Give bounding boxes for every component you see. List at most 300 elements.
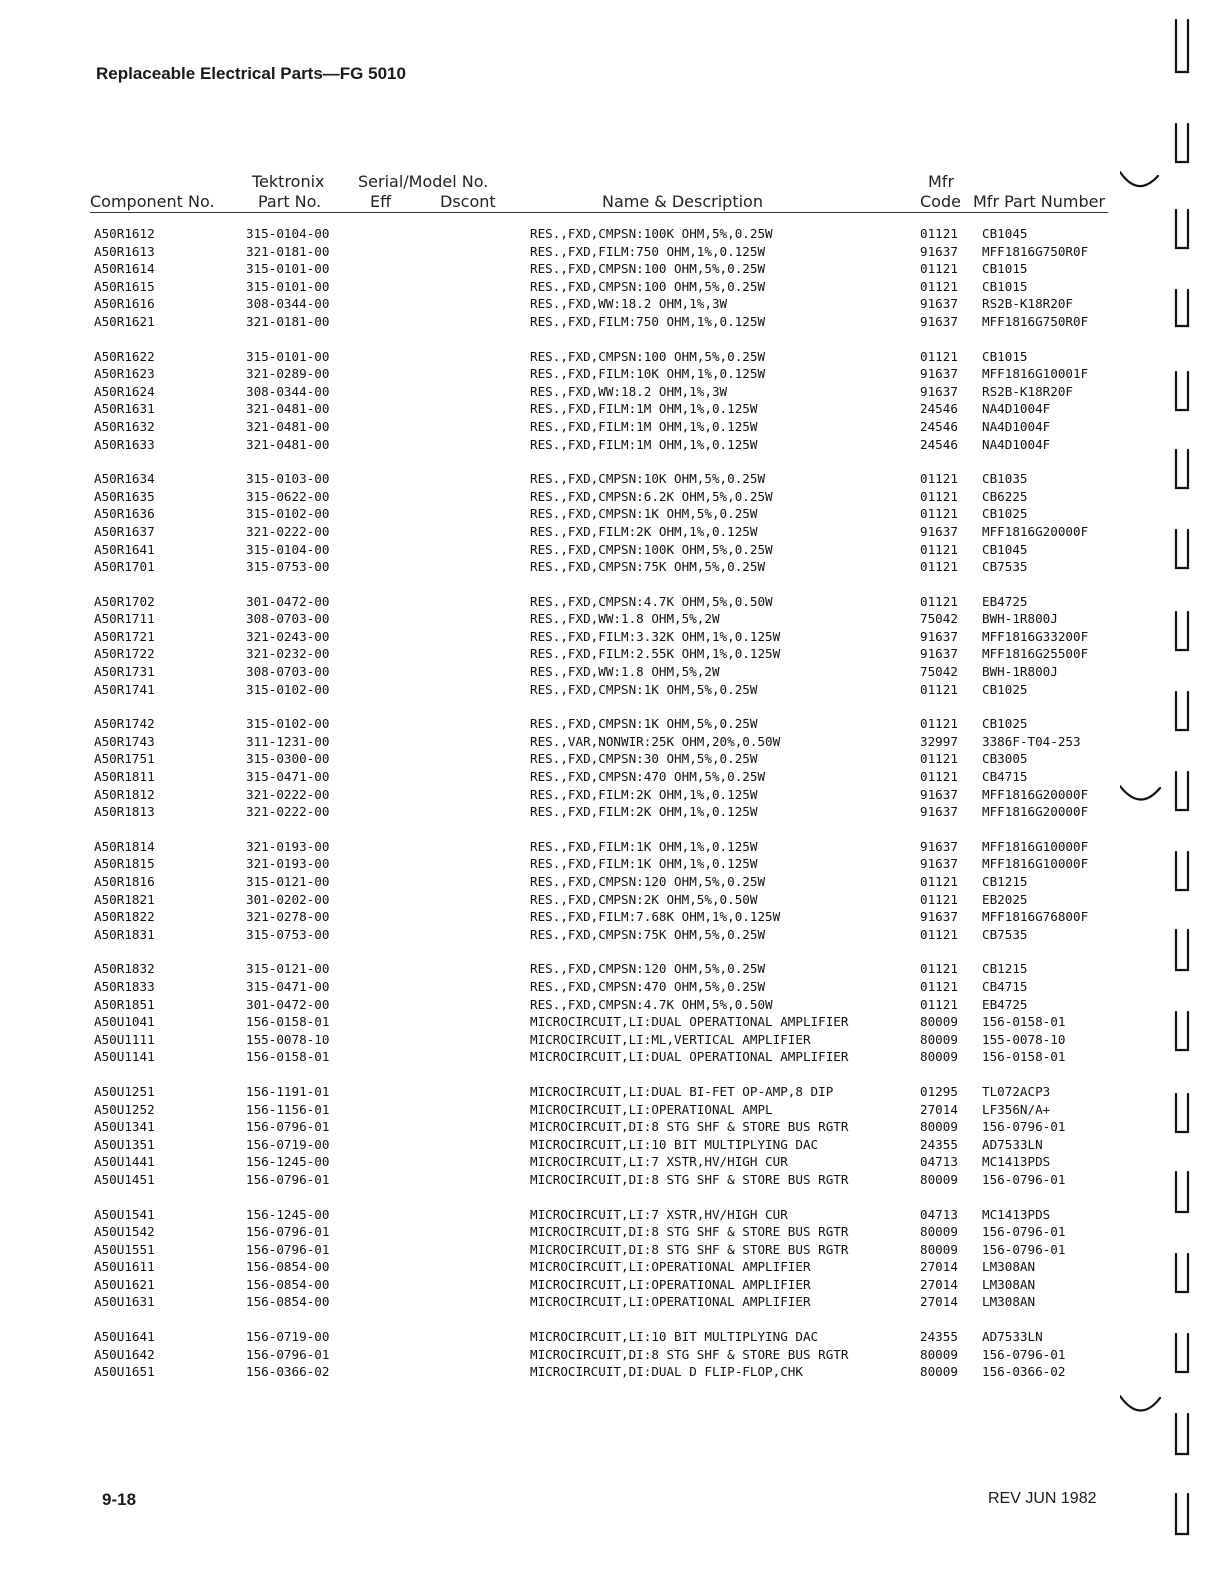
mfr-code: 24546 xyxy=(920,418,958,434)
name-description: RES.,FXD,FILM:1K OHM,1%,0.125W xyxy=(530,856,758,872)
component-no: A50R1641 xyxy=(94,541,155,557)
parts-group xyxy=(0,226,1213,332)
table-row xyxy=(0,1207,1213,1225)
table-row xyxy=(0,279,1213,297)
mfr-part-number: MFF1816G10000F xyxy=(982,856,1089,872)
mfr-part-number: AD7533LN xyxy=(982,1329,1043,1345)
mfr-code: 91637 xyxy=(920,296,958,312)
table-row xyxy=(0,1294,1213,1312)
name-description: RES.,FXD,CMPSN:1K OHM,5%,0.25W xyxy=(530,506,758,522)
name-description: RES.,FXD,CMPSN:1K OHM,5%,0.25W xyxy=(530,716,758,732)
component-no: A50R1634 xyxy=(94,471,155,487)
table-row xyxy=(0,261,1213,279)
mfr-code: 80009 xyxy=(920,1224,958,1240)
component-no: A50R1711 xyxy=(94,611,155,627)
header-eff: Eff xyxy=(370,192,392,211)
mfr-code: 24355 xyxy=(920,1329,958,1345)
mfr-code: 27014 xyxy=(920,1259,958,1275)
mfr-code: 80009 xyxy=(920,1014,958,1030)
header-part-no: Part No. xyxy=(258,192,322,211)
tektronix-part-no: 156-0719-00 xyxy=(246,1329,330,1345)
tektronix-part-no: 308-0703-00 xyxy=(246,664,330,680)
tektronix-part-no: 301-0472-00 xyxy=(246,996,330,1012)
header-dscont: Dscont xyxy=(440,192,496,211)
mfr-code: 01121 xyxy=(920,769,958,785)
mfr-part-number: 156-0158-01 xyxy=(982,1049,1066,1065)
mfr-code: 01121 xyxy=(920,226,958,241)
component-no: A50R1613 xyxy=(94,243,155,259)
mfr-part-number: CB1045 xyxy=(982,541,1028,557)
tektronix-part-no: 321-0278-00 xyxy=(246,909,330,925)
name-description: MICROCIRCUIT,LI:OPERATIONAL AMPL xyxy=(530,1101,773,1117)
component-no: A50R1616 xyxy=(94,296,155,312)
mfr-code: 91637 xyxy=(920,243,958,259)
name-description: MICROCIRCUIT,DI:DUAL D FLIP-FLOP,CHK xyxy=(530,1364,803,1380)
table-row xyxy=(0,1014,1213,1032)
name-description: RES.,FXD,CMPSN:470 OHM,5%,0.25W xyxy=(530,978,766,994)
table-row xyxy=(0,314,1213,332)
table-row xyxy=(0,226,1213,244)
tektronix-part-no: 321-0222-00 xyxy=(246,523,330,539)
component-no: A50R1636 xyxy=(94,506,155,522)
component-no: A50R1624 xyxy=(94,383,155,399)
tektronix-part-no: 321-0481-00 xyxy=(246,436,330,452)
table-row xyxy=(0,1119,1213,1137)
table-row xyxy=(0,892,1213,910)
table-row xyxy=(0,542,1213,560)
name-description: MICROCIRCUIT,DI:8 STG SHF & STORE BUS RGTR xyxy=(530,1346,849,1362)
mfr-code: 01121 xyxy=(920,891,958,907)
mfr-part-number: 156-0796-01 xyxy=(982,1346,1066,1362)
mfr-code: 91637 xyxy=(920,838,958,854)
name-description: RES.,FXD,FILM:10K OHM,1%,0.125W xyxy=(530,366,766,382)
mfr-code: 01295 xyxy=(920,1083,958,1099)
table-row xyxy=(0,471,1213,489)
table-row xyxy=(0,716,1213,734)
component-no: A50R1702 xyxy=(94,593,155,609)
mfr-code: 01121 xyxy=(920,681,958,697)
mfr-code: 01121 xyxy=(920,593,958,609)
mfr-code: 24546 xyxy=(920,401,958,417)
table-row xyxy=(0,664,1213,682)
mfr-code: 27014 xyxy=(920,1276,958,1292)
table-row xyxy=(0,401,1213,419)
mfr-code: 80009 xyxy=(920,1049,958,1065)
tektronix-part-no: 156-0719-00 xyxy=(246,1136,330,1152)
name-description: MICROCIRCUIT,DI:8 STG SHF & STORE BUS RGTR xyxy=(530,1119,849,1135)
mfr-code: 91637 xyxy=(920,909,958,925)
component-no: A50R1822 xyxy=(94,909,155,925)
mfr-part-number: MC1413PDS xyxy=(982,1206,1051,1222)
name-description: MICROCIRCUIT,LI:7 XSTR,HV/HIGH CUR xyxy=(530,1206,788,1222)
mfr-code: 01121 xyxy=(920,261,958,277)
tektronix-part-no: 315-0103-00 xyxy=(246,471,330,487)
tektronix-part-no: 301-0202-00 xyxy=(246,891,330,907)
table-row xyxy=(0,961,1213,979)
parts-group xyxy=(0,594,1213,700)
tektronix-part-no: 315-0104-00 xyxy=(246,541,330,557)
parts-group xyxy=(0,349,1213,455)
mfr-code: 80009 xyxy=(920,1031,958,1047)
name-description: MICROCIRCUIT,LI:10 BIT MULTIPLYING DAC xyxy=(530,1136,819,1152)
name-description: RES.,FXD,CMPSN:30 OHM,5%,0.25W xyxy=(530,751,758,767)
tektronix-part-no: 315-0300-00 xyxy=(246,751,330,767)
tektronix-part-no: 315-0121-00 xyxy=(246,961,330,977)
component-no: A50R1811 xyxy=(94,769,155,785)
name-description: RES.,FXD,FILM:750 OHM,1%,0.125W xyxy=(530,243,766,259)
name-description: RES.,FXD,CMPSN:2K OHM,5%,0.50W xyxy=(530,891,758,907)
mfr-part-number: EB2025 xyxy=(982,891,1028,907)
mfr-code: 80009 xyxy=(920,1364,958,1380)
parts-group xyxy=(0,1329,1213,1382)
tektronix-part-no: 321-0243-00 xyxy=(246,628,330,644)
mfr-part-number: CB1025 xyxy=(982,716,1028,732)
mfr-part-number: MFF1816G10000F xyxy=(982,838,1089,854)
mfr-part-number: RS2B-K18R20F xyxy=(982,296,1073,312)
component-no: A50R1622 xyxy=(94,348,155,364)
component-no: A50R1816 xyxy=(94,874,155,889)
table-row xyxy=(0,629,1213,647)
name-description: RES.,FXD,CMPSN:1K OHM,5%,0.25W xyxy=(530,681,758,697)
binding-hole-marks xyxy=(1120,0,1213,1574)
tektronix-part-no: 315-0471-00 xyxy=(246,769,330,785)
component-no: A50U1631 xyxy=(94,1294,155,1310)
mfr-part-number: MC1413PDS xyxy=(982,1154,1051,1170)
mfr-code: 91637 xyxy=(920,366,958,382)
tektronix-part-no: 156-0796-01 xyxy=(246,1224,330,1240)
table-row xyxy=(0,787,1213,805)
component-no: A50U1621 xyxy=(94,1276,155,1292)
mfr-code: 91637 xyxy=(920,856,958,872)
table-row xyxy=(0,1224,1213,1242)
mfr-part-number: EB4725 xyxy=(982,996,1028,1012)
component-no: A50R1832 xyxy=(94,961,155,977)
component-no: A50U1252 xyxy=(94,1101,155,1117)
table-row xyxy=(0,1154,1213,1172)
component-no: A50R1831 xyxy=(94,926,155,942)
tektronix-part-no: 321-0481-00 xyxy=(246,418,330,434)
name-description: MICROCIRCUIT,LI:OPERATIONAL AMPLIFIER xyxy=(530,1294,811,1310)
table-row xyxy=(0,594,1213,612)
table-row xyxy=(0,839,1213,857)
tektronix-part-no: 156-0366-02 xyxy=(246,1364,330,1380)
name-description: RES.,FXD,FILM:1M OHM,1%,0.125W xyxy=(530,401,758,417)
mfr-code: 01121 xyxy=(920,488,958,504)
name-description: RES.,FXD,CMPSN:120 OHM,5%,0.25W xyxy=(530,961,766,977)
component-no: A50U1351 xyxy=(94,1136,155,1152)
mfr-part-number: 156-0796-01 xyxy=(982,1171,1066,1187)
component-no: A50U1451 xyxy=(94,1171,155,1187)
table-row xyxy=(0,349,1213,367)
component-no: A50U1141 xyxy=(94,1049,155,1065)
name-description: RES.,FXD,FILM:1K OHM,1%,0.125W xyxy=(530,838,758,854)
name-description: RES.,FXD,CMPSN:100K OHM,5%,0.25W xyxy=(530,226,773,241)
mfr-code: 01121 xyxy=(920,961,958,977)
table-row xyxy=(0,524,1213,542)
tektronix-part-no: 315-0101-00 xyxy=(246,278,330,294)
tektronix-part-no: 156-0796-01 xyxy=(246,1119,330,1135)
name-description: RES.,FXD,CMPSN:6.2K OHM,5%,0.25W xyxy=(530,488,773,504)
parts-group xyxy=(0,716,1213,822)
table-row xyxy=(0,1032,1213,1050)
mfr-part-number: MFF1816G33200F xyxy=(982,628,1089,644)
mfr-part-number: NA4D1004F xyxy=(982,401,1051,417)
tektronix-part-no: 156-1156-01 xyxy=(246,1101,330,1117)
tektronix-part-no: 321-0181-00 xyxy=(246,243,330,259)
name-description: MICROCIRCUIT,LI:DUAL BI-FET OP-AMP,8 DIP xyxy=(530,1083,834,1099)
name-description: RES.,FXD,FILM:750 OHM,1%,0.125W xyxy=(530,313,766,329)
table-row xyxy=(0,437,1213,455)
mfr-code: 80009 xyxy=(920,1119,958,1135)
mfr-code: 01121 xyxy=(920,471,958,487)
component-no: A50U1441 xyxy=(94,1154,155,1170)
mfr-code: 91637 xyxy=(920,628,958,644)
name-description: RES.,FXD,CMPSN:100 OHM,5%,0.25W xyxy=(530,278,766,294)
mfr-part-number: 156-0796-01 xyxy=(982,1224,1066,1240)
tektronix-part-no: 308-0344-00 xyxy=(246,383,330,399)
parts-group xyxy=(0,471,1213,577)
component-no: A50R1631 xyxy=(94,401,155,417)
component-no: A50R1637 xyxy=(94,523,155,539)
mfr-code: 01121 xyxy=(920,506,958,522)
mfr-part-number: CB4715 xyxy=(982,978,1028,994)
name-description: RES.,FXD,FILM:1M OHM,1%,0.125W xyxy=(530,436,758,452)
name-description: MICROCIRCUIT,LI:OPERATIONAL AMPLIFIER xyxy=(530,1259,811,1275)
component-no: A50U1541 xyxy=(94,1206,155,1222)
component-no: A50U1041 xyxy=(94,1014,155,1030)
mfr-code: 27014 xyxy=(920,1294,958,1310)
name-description: MICROCIRCUIT,DI:8 STG SHF & STORE BUS RGTR xyxy=(530,1224,849,1240)
mfr-code: 01121 xyxy=(920,559,958,575)
component-no: A50R1851 xyxy=(94,996,155,1012)
mfr-code: 80009 xyxy=(920,1241,958,1257)
mfr-code: 80009 xyxy=(920,1346,958,1362)
mfr-part-number: MFF1816G20000F xyxy=(982,523,1089,539)
mfr-part-number: CB1015 xyxy=(982,348,1028,364)
component-no: A50U1542 xyxy=(94,1224,155,1240)
tektronix-part-no: 315-0102-00 xyxy=(246,506,330,522)
mfr-part-number: 155-0078-10 xyxy=(982,1031,1066,1047)
component-no: A50U1642 xyxy=(94,1346,155,1362)
component-no: A50R1621 xyxy=(94,313,155,329)
tektronix-part-no: 156-0796-01 xyxy=(246,1346,330,1362)
tektronix-part-no: 315-0121-00 xyxy=(246,874,330,889)
component-no: A50R1623 xyxy=(94,366,155,382)
mfr-code: 91637 xyxy=(920,804,958,820)
mfr-code: 01121 xyxy=(920,926,958,942)
tektronix-part-no: 321-0232-00 xyxy=(246,646,330,662)
table-row xyxy=(0,296,1213,314)
table-row xyxy=(0,1277,1213,1295)
table-row xyxy=(0,751,1213,769)
mfr-part-number: LF356N/A+ xyxy=(982,1101,1051,1117)
tektronix-part-no: 156-0854-00 xyxy=(246,1276,330,1292)
header-mfr: Mfr xyxy=(928,172,955,191)
mfr-code: 01121 xyxy=(920,874,958,889)
component-no: A50U1641 xyxy=(94,1329,155,1345)
table-row xyxy=(0,1242,1213,1260)
name-description: RES.,FXD,CMPSN:4.7K OHM,5%,0.50W xyxy=(530,996,773,1012)
tektronix-part-no: 315-0101-00 xyxy=(246,261,330,277)
name-description: RES.,FXD,CMPSN:100 OHM,5%,0.25W xyxy=(530,348,766,364)
table-row xyxy=(0,856,1213,874)
mfr-part-number: LM308AN xyxy=(982,1259,1036,1275)
name-description: RES.,FXD,WW:18.2 OHM,1%,3W xyxy=(530,296,728,312)
mfr-code: 91637 xyxy=(920,383,958,399)
revision-date: REV JUN 1982 xyxy=(988,1490,1097,1507)
table-row xyxy=(0,1259,1213,1277)
name-description: RES.,FXD,CMPSN:10K OHM,5%,0.25W xyxy=(530,471,766,487)
mfr-part-number: 156-0158-01 xyxy=(982,1014,1066,1030)
mfr-code: 01121 xyxy=(920,348,958,364)
mfr-code: 75042 xyxy=(920,664,958,680)
table-row xyxy=(0,1102,1213,1120)
table-row xyxy=(0,646,1213,664)
table-row xyxy=(0,979,1213,997)
name-description: RES.,FXD,FILM:2K OHM,1%,0.125W xyxy=(530,804,758,820)
component-no: A50R1633 xyxy=(94,436,155,452)
table-row xyxy=(0,559,1213,577)
table-row xyxy=(0,682,1213,700)
component-no: A50R1615 xyxy=(94,278,155,294)
component-no: A50R1741 xyxy=(94,681,155,697)
name-description: RES.,FXD,WW:18.2 OHM,1%,3W xyxy=(530,383,728,399)
tektronix-part-no: 321-0481-00 xyxy=(246,401,330,417)
mfr-part-number: CB1015 xyxy=(982,278,1028,294)
table-row xyxy=(0,489,1213,507)
component-no: A50R1821 xyxy=(94,891,155,907)
mfr-part-number: CB7535 xyxy=(982,926,1028,942)
tektronix-part-no: 315-0471-00 xyxy=(246,978,330,994)
table-row xyxy=(0,804,1213,822)
mfr-code: 01121 xyxy=(920,751,958,767)
component-no: A50R1814 xyxy=(94,838,155,854)
component-no: A50R1812 xyxy=(94,786,155,802)
mfr-part-number: NA4D1004F xyxy=(982,436,1051,452)
mfr-part-number: MFF1816G750R0F xyxy=(982,243,1089,259)
mfr-code: 24546 xyxy=(920,436,958,452)
name-description: RES.,VAR,NONWIR:25K OHM,20%,0.50W xyxy=(530,733,781,749)
table-row xyxy=(0,1329,1213,1347)
component-no: A50R1815 xyxy=(94,856,155,872)
table-row xyxy=(0,874,1213,892)
mfr-part-number: EB4725 xyxy=(982,593,1028,609)
tektronix-part-no: 321-0222-00 xyxy=(246,804,330,820)
tektronix-part-no: 301-0472-00 xyxy=(246,593,330,609)
mfr-part-number: CB6225 xyxy=(982,488,1028,504)
mfr-code: 01121 xyxy=(920,716,958,732)
name-description: MICROCIRCUIT,LI:DUAL OPERATIONAL AMPLIFIER xyxy=(530,1014,849,1030)
mfr-part-number: CB4715 xyxy=(982,769,1028,785)
mfr-part-number: CB3005 xyxy=(982,751,1028,767)
table-row xyxy=(0,1347,1213,1365)
name-description: RES.,FXD,FILM:2K OHM,1%,0.125W xyxy=(530,523,758,539)
mfr-part-number: MFF1816G25500F xyxy=(982,646,1089,662)
tektronix-part-no: 155-0078-10 xyxy=(246,1031,330,1047)
header-component-no: Component No. xyxy=(90,192,215,211)
name-description: MICROCIRCUIT,LI:10 BIT MULTIPLYING DAC xyxy=(530,1329,819,1345)
mfr-code: 01121 xyxy=(920,996,958,1012)
mfr-code: 80009 xyxy=(920,1171,958,1187)
name-description: MICROCIRCUIT,DI:8 STG SHF & STORE BUS RGTR xyxy=(530,1241,849,1257)
mfr-part-number: LM308AN xyxy=(982,1294,1036,1310)
name-description: RES.,FXD,CMPSN:75K OHM,5%,0.25W xyxy=(530,559,766,575)
mfr-part-number: TL072ACP3 xyxy=(982,1083,1051,1099)
tektronix-part-no: 156-0854-00 xyxy=(246,1294,330,1310)
mfr-part-number: BWH-1R800J xyxy=(982,611,1058,627)
mfr-part-number: CB1215 xyxy=(982,874,1028,889)
name-description: RES.,FXD,FILM:2K OHM,1%,0.125W xyxy=(530,786,758,802)
component-no: A50U1111 xyxy=(94,1031,155,1047)
tektronix-part-no: 315-0102-00 xyxy=(246,681,330,697)
parts-group xyxy=(0,1084,1213,1190)
name-description: MICROCIRCUIT,LI:OPERATIONAL AMPLIFIER xyxy=(530,1276,811,1292)
component-no: A50R1751 xyxy=(94,751,155,767)
table-row xyxy=(0,927,1213,945)
table-row xyxy=(0,506,1213,524)
header-serial-model-no: Serial/Model No. xyxy=(358,172,489,191)
name-description: MICROCIRCUIT,LI:ML,VERTICAL AMPLIFIER xyxy=(530,1031,811,1047)
mfr-code: 04713 xyxy=(920,1154,958,1170)
tektronix-part-no: 315-0102-00 xyxy=(246,716,330,732)
component-no: A50U1551 xyxy=(94,1241,155,1257)
component-no: A50R1612 xyxy=(94,226,155,241)
mfr-part-number: MFF1816G20000F xyxy=(982,786,1089,802)
mfr-part-number: CB1215 xyxy=(982,961,1028,977)
component-no: A50R1743 xyxy=(94,733,155,749)
header-name-description: Name & Description xyxy=(602,192,763,211)
mfr-code: 91637 xyxy=(920,523,958,539)
component-no: A50R1722 xyxy=(94,646,155,662)
mfr-part-number: MFF1816G750R0F xyxy=(982,313,1089,329)
name-description: RES.,FXD,FILM:7.68K OHM,1%,0.125W xyxy=(530,909,781,925)
mfr-part-number: CB1015 xyxy=(982,261,1028,277)
mfr-code: 91637 xyxy=(920,313,958,329)
component-no: A50R1701 xyxy=(94,559,155,575)
tektronix-part-no: 156-1245-00 xyxy=(246,1206,330,1222)
component-no: A50R1742 xyxy=(94,716,155,732)
tektronix-part-no: 156-0796-01 xyxy=(246,1241,330,1257)
mfr-code: 75042 xyxy=(920,611,958,627)
header-tektronix: Tektronix xyxy=(252,172,325,191)
component-no: A50R1635 xyxy=(94,488,155,504)
table-row xyxy=(0,1172,1213,1190)
page-title: Replaceable Electrical Parts—FG 5010 xyxy=(96,64,406,83)
page-number: 9-18 xyxy=(102,1490,137,1509)
table-row xyxy=(0,244,1213,262)
name-description: RES.,FXD,CMPSN:100 OHM,5%,0.25W xyxy=(530,261,766,277)
name-description: MICROCIRCUIT,LI:DUAL OPERATIONAL AMPLIFIER xyxy=(530,1049,849,1065)
mfr-part-number: 156-0366-02 xyxy=(982,1364,1066,1380)
tektronix-part-no: 156-0158-01 xyxy=(246,1049,330,1065)
table-row xyxy=(0,366,1213,384)
parts-table xyxy=(0,226,1213,1399)
table-row xyxy=(0,611,1213,629)
table-row xyxy=(0,769,1213,787)
table-row xyxy=(0,1364,1213,1382)
tektronix-part-no: 315-0101-00 xyxy=(246,348,330,364)
component-no: A50U1341 xyxy=(94,1119,155,1135)
tektronix-part-no: 315-0753-00 xyxy=(246,559,330,575)
tektronix-part-no: 321-0289-00 xyxy=(246,366,330,382)
name-description: RES.,FXD,CMPSN:100K OHM,5%,0.25W xyxy=(530,541,773,557)
component-no: A50R1813 xyxy=(94,804,155,820)
mfr-part-number: RS2B-K18R20F xyxy=(982,383,1073,399)
mfr-code: 27014 xyxy=(920,1101,958,1117)
component-no: A50R1731 xyxy=(94,664,155,680)
mfr-code: 01121 xyxy=(920,278,958,294)
name-description: RES.,FXD,WW:1.8 OHM,5%,2W xyxy=(530,664,720,680)
